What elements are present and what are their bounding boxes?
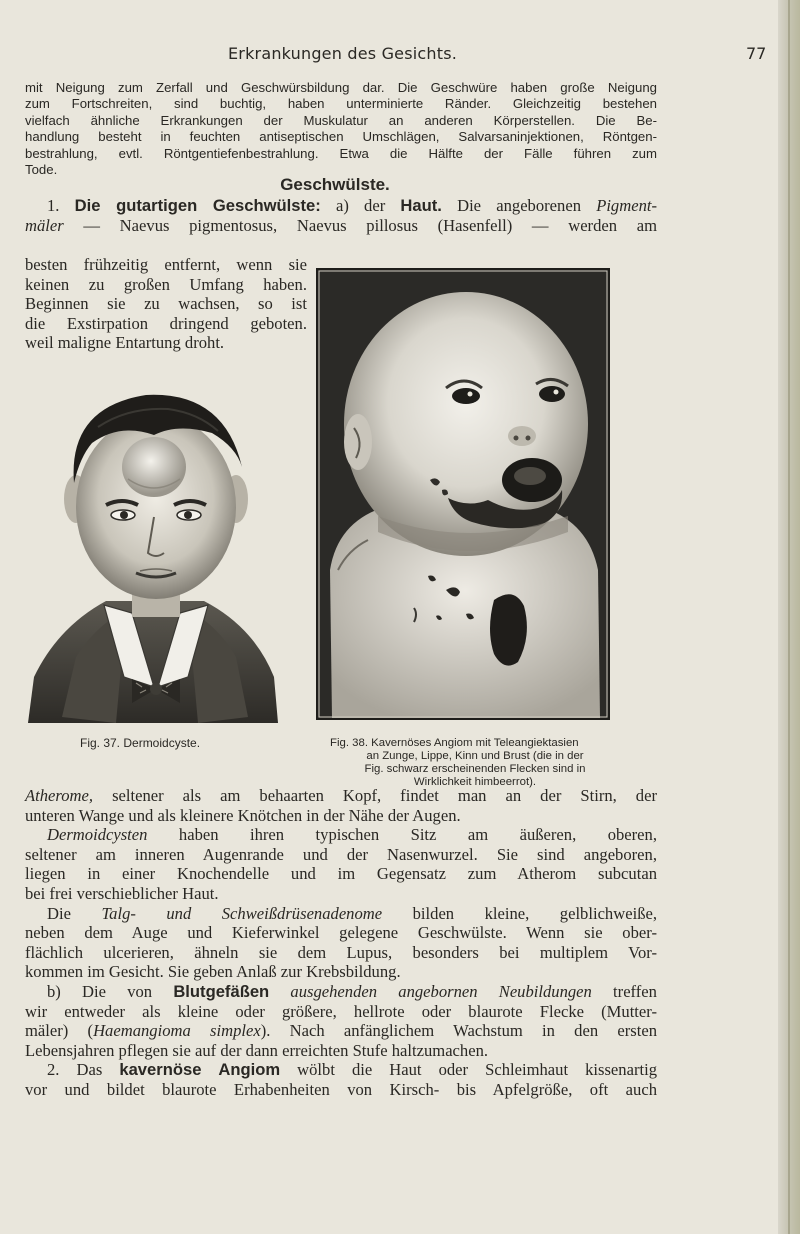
caption-line: Fig. 38. Kavernöses Angiom mit Teleangiektasien xyxy=(330,737,579,749)
dermoid-line: liegen in einer Knochendelle und im Gegensatz zum Atherom subcutan xyxy=(25,864,657,884)
figure-37-dermoid-cyst xyxy=(28,387,282,723)
intro-line: handlung besteht in feuchten antiseptischen Umschlägen, Salvarsaninjektionen, Röntgen- xyxy=(25,129,657,145)
talg-line-1 xyxy=(25,904,657,924)
dermoid-line: bei frei verschieblicher Haut. xyxy=(25,883,219,903)
blut-line-3 xyxy=(25,1021,657,1041)
p1-skin-label: Haut. xyxy=(400,196,442,215)
talg-pre: Die xyxy=(47,903,102,923)
blut-bold: Blutgefäßen xyxy=(173,981,270,1001)
page-edge-line xyxy=(788,0,790,1234)
caption-line: Wirklichkeit himbeerrot). xyxy=(413,776,537,788)
intro-line: Tode. xyxy=(25,162,58,178)
p1-maler-em: mäler xyxy=(25,215,64,235)
p1-line2-rest: — Naevus pigmentosus, Naevus pillosus (Hasenfell) — werden am xyxy=(63,215,657,235)
atherome-text: seltener als am behaarten Kopf, findet man an der Stirn, der xyxy=(93,786,657,805)
p1-pigment-em: Pigment- xyxy=(596,196,658,215)
blut-mid xyxy=(269,982,290,1001)
intro-line: bestrahlung, evtl. Röntgentiefenbestrahlung. Etwa die Hälfte der Fälle führen zum xyxy=(25,145,657,161)
caption-line: Fig. schwarz erscheinenden Flecken sind in xyxy=(364,763,586,775)
intro-paragraph xyxy=(25,80,657,178)
p1-rest: Die angeborenen xyxy=(441,196,597,215)
p1-line-2 xyxy=(25,216,657,236)
p1-number: 1. xyxy=(47,196,60,215)
talg-line: kommen im Gesicht. Sie geben Anlaß zur Krebsbildung. xyxy=(25,962,401,982)
paragraph-narrow-column xyxy=(25,255,307,353)
intro-line: vielfach ähnliche Erkrankungen der Muskulatur an anderen Körperstellen. Die Be- xyxy=(25,112,657,128)
atherome-line-2: unteren Wange und als kleinere Knötchen in der Nähe der Augen. xyxy=(25,805,461,825)
paragraph-benign-tumors xyxy=(25,196,657,235)
figure-38-photograph xyxy=(318,270,608,718)
talg-line: flächlich ulcerieren, ähneln sie dem Lupus, besonders bei multiplem Vor- xyxy=(25,942,657,962)
kavern-line-1 xyxy=(25,1060,657,1080)
talg-line: neben dem Auge und Kieferwinkel gelegene Geschwülste. Wenn sie ober- xyxy=(25,923,657,943)
atherome-term: Atherome, xyxy=(25,786,94,805)
narrow-line: keinen zu großen Umfang haben. xyxy=(25,274,307,294)
intro-line: mit Neigung zum Zerfall und Geschwürsbildung dar. Die Geschwüre haben große Neigung xyxy=(25,80,657,95)
blut-pre: b) Die von xyxy=(47,981,174,1001)
narrow-line: besten frühzeitig entfernt, wenn sie xyxy=(25,255,307,274)
running-title: Erkrankungen des Gesichts. xyxy=(228,44,458,63)
talg-term: Talg- und Schweißdrüsenadenome xyxy=(101,903,383,923)
kavern-bold: kavernöse Angiom xyxy=(119,1060,281,1080)
main-text xyxy=(25,786,657,1100)
blut-term: ausgehenden angebornen Neubildungen xyxy=(290,981,592,1001)
narrow-line: weil maligne Entartung droht. xyxy=(25,333,225,353)
dermoid-text: haben ihren typischen Sitz am äußeren, oberen, xyxy=(147,825,657,845)
figure-38-caption xyxy=(330,737,620,789)
atherome-line-1 xyxy=(25,786,657,806)
blut-text: treffen xyxy=(591,981,657,1001)
dermoid-term: Dermoidcysten xyxy=(47,825,148,845)
blut-l3-term: Haemangioma simplex xyxy=(93,1021,261,1041)
talg-text: bilden kleine, gelblichweiße, xyxy=(382,903,657,923)
p1-line-1 xyxy=(25,196,657,216)
p1-a-text: a) der xyxy=(320,196,401,215)
dermoid-line: seltener am inneren Augenrande und der Nasenwurzel. Sie sind angeboren, xyxy=(25,844,657,864)
blut-line-1 xyxy=(25,982,657,1002)
figure-37-illustration xyxy=(28,387,282,723)
caption-line: an Zunge, Lippe, Kinn und Brust (die in der xyxy=(366,750,584,762)
figure-37-caption: Fig. 37. Dermoidcyste. xyxy=(80,736,201,750)
section-heading: Geschwülste. xyxy=(280,175,390,194)
blut-l3-post: ). Nach anfänglichem Wachstum in den ersten xyxy=(260,1021,657,1041)
intro-line: zum Fortschreiten, sind buchtig, haben unterminierte Ränder. Gleichzeitig bestehen xyxy=(25,96,657,112)
p1-bold-heading: Die gutartigen Geschwülste: xyxy=(74,196,321,215)
kavern-line-2: vor und bildet blaurote Erhabenheiten von Kirsch- bis Apfelgröße, oft auch xyxy=(25,1079,657,1099)
narrow-line: Beginnen sie zu wachsen, so ist xyxy=(25,294,307,314)
running-head xyxy=(0,44,800,64)
figure-38-cavernous-angioma xyxy=(316,268,610,720)
blut-line-2: wir entweder als kleine oder größere, hellrote oder blaurote Flecke (Mutter- xyxy=(25,1001,657,1021)
kavern-pre: 2. Das xyxy=(47,1060,120,1080)
dermoid-line-1 xyxy=(25,825,657,845)
kavern-text: wölbt die Haut oder Schleimhaut kissenartig xyxy=(280,1060,657,1080)
blut-l3-pre: mäler) ( xyxy=(25,1021,94,1041)
page-number: 77 xyxy=(746,44,767,63)
narrow-line: die Exstirpation dringend geboten. xyxy=(25,313,307,333)
blut-line-4: Lebensjahren pflegen sie auf der dann erreichten Stufe haltzumachen. xyxy=(25,1040,489,1060)
